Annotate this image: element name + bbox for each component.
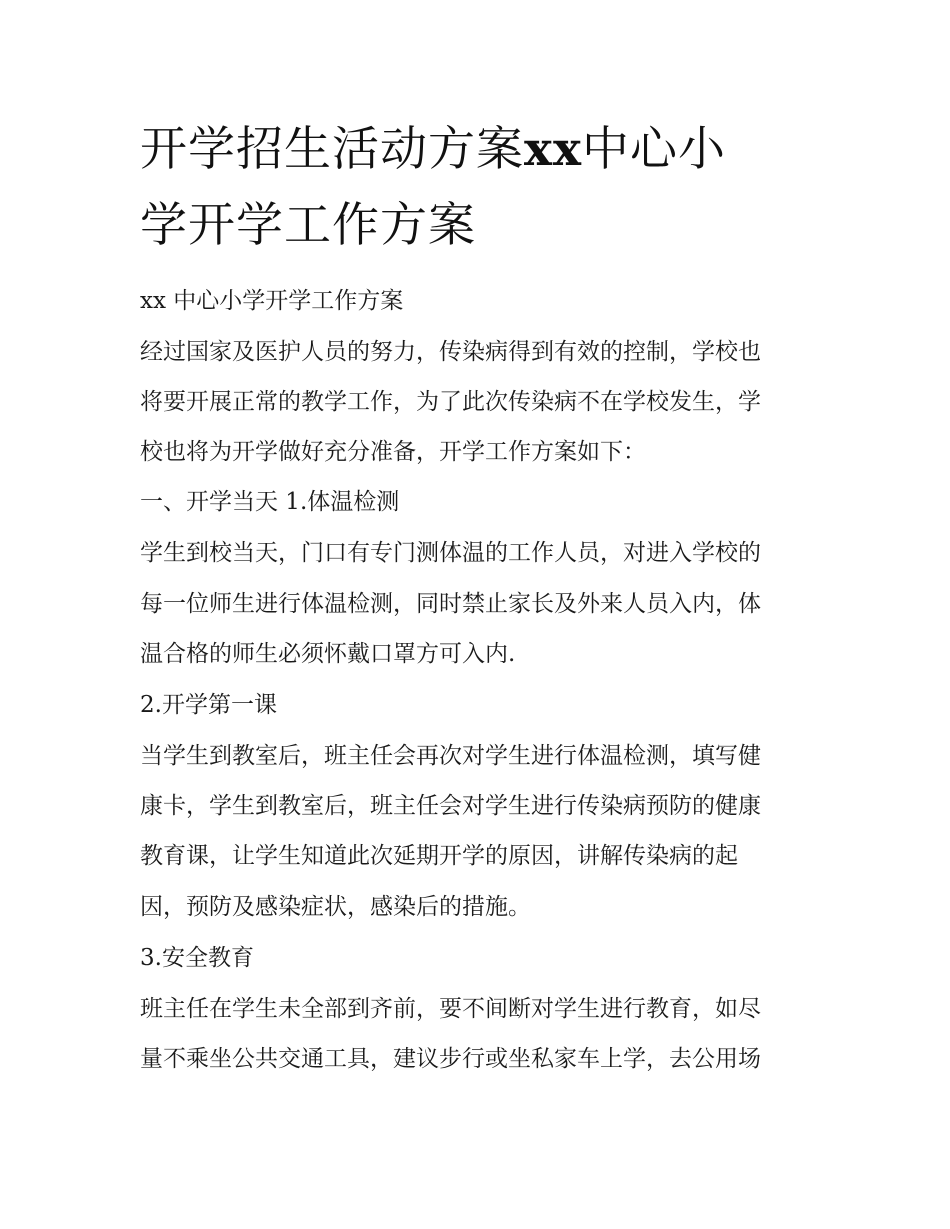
paragraph-line: 班主任在学生未全部到齐前，要不间断对学生进行教育，如尽 — [140, 996, 761, 1022]
paragraph-line: 因，预防及感染症状，感染后的措施。 — [140, 894, 531, 920]
paragraph-line: 教育课，让学生知道此次延期开学的原因，讲解传染病的起 — [140, 843, 738, 869]
paragraph-line: 当学生到教室后，班主任会再次对学生进行体温检测，填写健 — [140, 743, 761, 769]
paragraph-line: 将要开展正常的教学工作，为了此次传染病不在学校发生，学 — [140, 389, 761, 415]
paragraph-line: 温合格的师生必须怀戴口罩方可入内. — [140, 641, 516, 667]
subtitle-line: xx 中心小学开学工作方案 — [140, 288, 404, 314]
document-title — [140, 112, 820, 264]
title-line-2: 学开学工作方案 — [140, 198, 476, 253]
section-heading: 2.开学第一课 — [140, 692, 277, 718]
section-heading: 一、开学当天 1.体温检测 — [140, 489, 400, 515]
title-part-2: 中心小 — [582, 122, 727, 177]
title-bold-xx: xx — [524, 122, 583, 177]
paragraph-line: 校也将为开学做好充分准备，开学工作方案如下： — [140, 439, 646, 465]
paragraph-line: 经过国家及医护人员的努力，传染病得到有效的控制，学校也 — [140, 339, 761, 365]
paragraph-line: 康卡，学生到教室后，班主任会对学生进行传染病预防的健康 — [140, 793, 761, 819]
title-part-1: 开学招生活动方案 — [140, 122, 524, 177]
section-heading: 3.安全教育 — [140, 945, 254, 971]
paragraph-line: 量不乘坐公共交通工具，建议步行或坐私家车上学，去公用场 — [140, 1046, 761, 1072]
paragraph-line: 学生到校当天，门口有专门测体温的工作人员，对进入学校的 — [140, 540, 761, 566]
paragraph-line: 每一位师生进行体温检测，同时禁止家长及外来人员入内，体 — [140, 591, 761, 617]
